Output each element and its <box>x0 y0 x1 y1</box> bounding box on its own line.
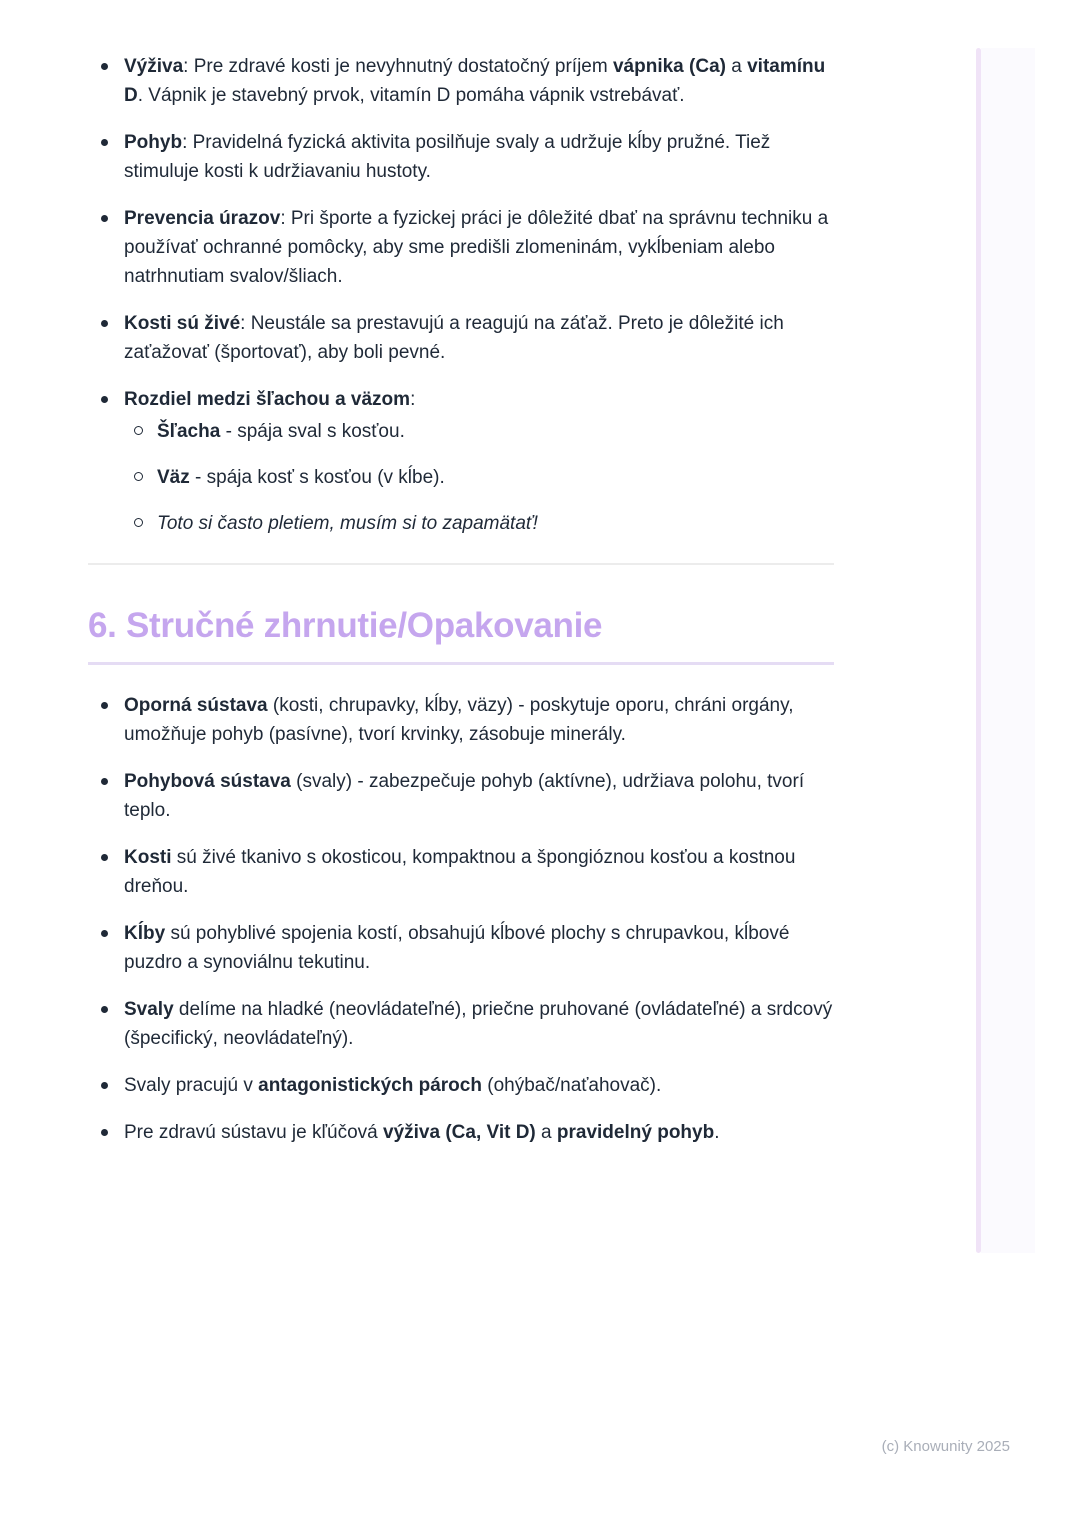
text-segment: Rozdiel medzi šľachou a väzom <box>124 389 411 410</box>
text-segment: Výživa <box>124 56 184 77</box>
text-segment: Kosti <box>124 847 172 868</box>
text-segment: a <box>725 56 748 77</box>
sub-list-item <box>124 509 834 538</box>
list-item <box>88 1118 834 1147</box>
text-segment: pravidelný pohyb <box>556 1122 715 1143</box>
list-item <box>88 691 834 749</box>
list-item <box>88 995 834 1053</box>
text-segment: . <box>714 1122 720 1143</box>
text-segment: : Pri športe a fyzickej práci je dôležité dbať na správnu techniku a používať ochranné pomôcky, aby sme predišli zlomeninám, vykĺbeniam alebo natrhnutiam svalov/šliach. <box>124 208 829 287</box>
text-segment: (kosti, chrupavky, kĺby, väzy) - poskytuje oporu, chráni orgány, umožňuje pohyb (pasívne), tvorí krvinky, zásobuje minerály. <box>124 695 794 745</box>
text-segment: sú pohyblivé spojenia kostí, obsahujú kĺbové plochy s chrupavkou, kĺbové puzdro a synoviálnu tekutinu. <box>124 923 790 973</box>
text-segment: Pohyb <box>124 132 183 153</box>
text-segment: Väz <box>157 467 190 488</box>
text-segment: vitamínu D <box>124 56 826 106</box>
text-segment: : Pravidelná fyzická aktivita posilňuje svaly a udržuje kĺby pružné. Tiež stimuluje kosti k udržiavaniu hustoty. <box>124 132 771 182</box>
page-margin-panel <box>981 48 1035 1253</box>
notes-content <box>88 52 834 1165</box>
heading-underline <box>88 662 834 665</box>
text-segment: Prevencia úrazov <box>124 208 281 229</box>
text-segment: : Pre zdravé kosti je nevyhnutný dostatočný príjem <box>183 56 613 77</box>
text-segment: Svaly pracujú v <box>124 1075 259 1096</box>
text-segment: Toto si často pletiem, musím si to zapamätať! <box>157 513 538 534</box>
section-divider <box>88 563 834 565</box>
copyright-note: (c) Knowunity 2025 <box>881 1438 1010 1455</box>
text-segment: Šľacha <box>157 421 221 442</box>
list-item <box>88 385 834 538</box>
sub-list <box>124 417 834 538</box>
text-segment: Kosti sú živé <box>124 313 241 334</box>
text-segment: . Vápnik je stavebný prvok, vitamín D pomáha vápnik vstrebávať. <box>137 85 685 106</box>
text-segment: Kĺby <box>124 923 166 944</box>
list-item <box>88 1071 834 1100</box>
text-segment: - spája sval s kosťou. <box>220 421 405 442</box>
text-segment: vápnika (Ca) <box>612 56 726 77</box>
list-item <box>88 204 834 291</box>
list-item <box>88 843 834 901</box>
text-segment: delíme na hladké (neovládateľné), priečne pruhované (ovládateľné) a srdcový (špecifický, neovládateľný). <box>124 999 833 1049</box>
list-item <box>88 919 834 977</box>
text-segment: Pre zdravú sústavu je kľúčová <box>124 1122 383 1143</box>
text-segment: : <box>410 389 416 410</box>
text-segment: - spája kosť s kosťou (v kĺbe). <box>189 467 445 488</box>
sub-list-item <box>124 417 834 446</box>
text-segment: (ohýbač/naťahovač). <box>481 1075 662 1096</box>
health-tips-list <box>88 52 834 538</box>
text-segment: Pohybová sústava <box>124 771 291 792</box>
sub-list-item <box>124 463 834 492</box>
list-item <box>88 767 834 825</box>
summary-list <box>88 691 834 1147</box>
text-segment: antagonistických pároch <box>258 1075 482 1096</box>
text-segment: (svaly) - zabezpečuje pohyb (aktívne), udržiava polohu, tvorí teplo. <box>124 771 805 821</box>
text-segment: výživa (Ca, Vit D) <box>383 1122 536 1143</box>
text-segment: Svaly <box>124 999 174 1020</box>
list-item <box>88 309 834 367</box>
text-segment: Oporná sústava <box>124 695 268 716</box>
text-segment: a <box>535 1122 557 1143</box>
list-item <box>88 52 834 110</box>
list-item <box>88 128 834 186</box>
text-segment: sú živé tkanivo s okosticou, kompaktnou a špongióznou kosťou a kostnou dreňou. <box>124 847 796 897</box>
section-heading: 6. Stručné zhrnutie/Opakovanie <box>88 606 603 645</box>
text-segment: : Neustále sa prestavujú a reagujú na záťaž. Preto je dôležité ich zaťažovať (športovať), aby boli pevné. <box>124 313 784 363</box>
